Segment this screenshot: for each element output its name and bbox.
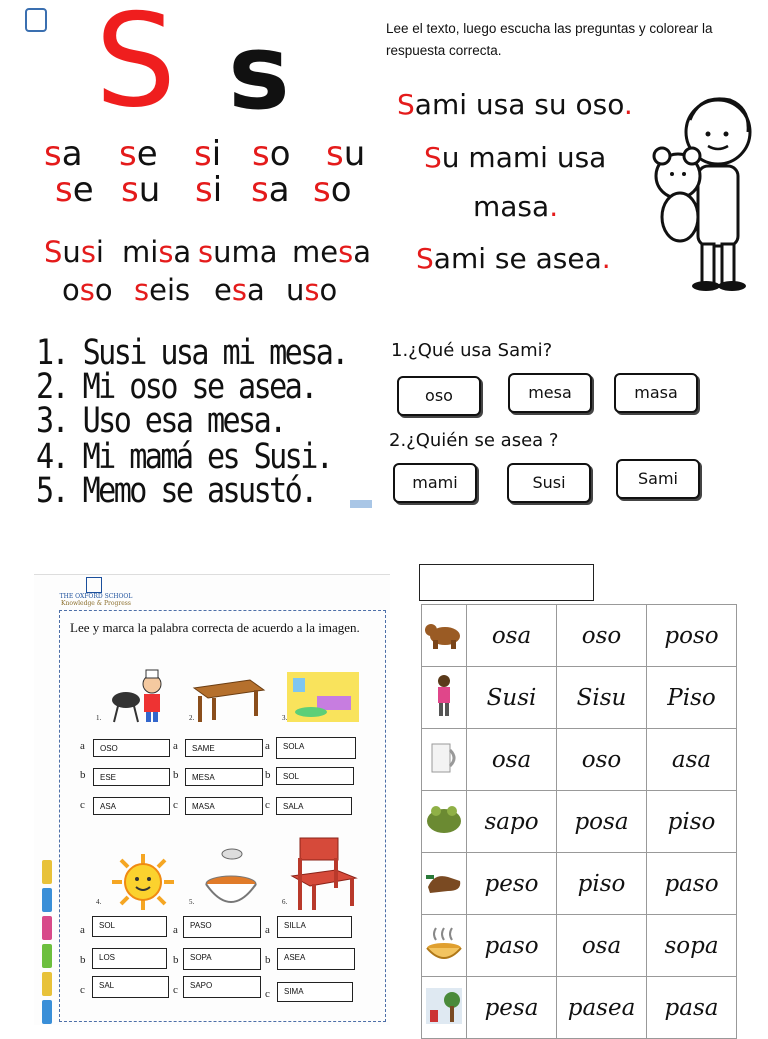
worksheet-instruction: Lee y marca la palabra correcta de acuerdo a la imagen.	[70, 620, 360, 635]
pencil-icon	[42, 888, 52, 912]
word-choice[interactable]: sapo	[467, 791, 557, 853]
answer-field[interactable]: SOPA	[183, 948, 261, 970]
syllable: su	[326, 134, 366, 174]
option-letter: b	[173, 954, 179, 966]
option-letter: a	[265, 924, 270, 936]
sentence-3: 3. Uso esa mesa.	[36, 401, 285, 441]
answer-option-masa[interactable]: masa	[614, 373, 698, 413]
option-letter: c	[80, 799, 85, 811]
word: uso	[286, 273, 338, 307]
answer-field[interactable]: PASO	[183, 916, 261, 938]
word-choice[interactable]: Susi	[467, 667, 557, 729]
table-row	[422, 667, 737, 729]
word-choice[interactable]: osa	[467, 605, 557, 667]
answer-field[interactable]: SILLA	[277, 916, 352, 938]
word: oso	[62, 273, 113, 307]
story-line-3: masa.	[473, 190, 559, 223]
picture-cell	[422, 977, 467, 1039]
word-choice[interactable]: pasea	[557, 977, 647, 1039]
answer-field[interactable]: SOL	[276, 767, 354, 785]
answer-field[interactable]: MASA	[185, 797, 263, 815]
word-row-2	[62, 274, 372, 306]
option-letter: a	[173, 740, 178, 752]
answer-option-mesa[interactable]: mesa	[508, 373, 592, 413]
word-choice[interactable]: Piso	[647, 667, 737, 729]
syllable: se	[119, 134, 158, 174]
big-lowercase-letter: s	[228, 11, 290, 133]
answer-option-sami[interactable]: Sami	[616, 459, 700, 499]
syllable: so	[313, 170, 352, 210]
picture-cell	[422, 915, 467, 977]
frog-icon	[424, 803, 464, 837]
story-line-2: Su mami usa	[424, 141, 607, 174]
answer-field[interactable]: LOS	[92, 948, 167, 969]
story-line-1: Sami usa su oso.	[397, 88, 633, 121]
table-row	[422, 977, 737, 1039]
item-number: 6.	[282, 898, 288, 906]
word-choice[interactable]: osa	[467, 729, 557, 791]
syllable: si	[195, 170, 223, 210]
word-choice[interactable]: pesa	[467, 977, 557, 1039]
school-motto: Knowledge & Progress	[61, 600, 131, 607]
syllable-row-1	[44, 136, 374, 172]
syllable: sa	[44, 134, 83, 174]
sentence-5: 5. Memo se asustó.	[36, 471, 316, 511]
pencil-icon	[42, 944, 52, 968]
answer-field[interactable]: SALA	[276, 797, 352, 815]
pencil-icon	[42, 1000, 52, 1024]
picture-cell	[422, 853, 467, 915]
syllable: so	[252, 134, 291, 174]
option-letter: b	[265, 769, 271, 781]
word-choice[interactable]: oso	[557, 605, 647, 667]
sentence-1: 1. Susi usa mi mesa.	[36, 333, 347, 373]
answer-field[interactable]: MESA	[185, 768, 263, 786]
chair-icon	[286, 836, 358, 912]
sentence-4: 4. Mi mamá es Susi.	[36, 437, 332, 477]
table-row	[422, 853, 737, 915]
school-name: THE OXFORD SCHOOL	[59, 593, 133, 600]
word-choice[interactable]: peso	[467, 853, 557, 915]
park-icon	[424, 986, 464, 1026]
answer-option-susi[interactable]: Susi	[507, 463, 591, 503]
living-room-icon	[287, 672, 359, 722]
pencil-icon	[42, 972, 52, 996]
mug-icon	[428, 740, 460, 776]
pencil-icon	[42, 860, 52, 884]
word-choice[interactable]: pasa	[647, 977, 737, 1039]
word-choice[interactable]: posa	[557, 791, 647, 853]
picture-cell	[422, 729, 467, 791]
option-letter: b	[173, 769, 179, 781]
girl-icon	[432, 674, 456, 718]
word-choice[interactable]: poso	[647, 605, 737, 667]
syllable-row-2	[55, 172, 375, 208]
foot-icon	[424, 867, 464, 897]
word-choice[interactable]: asa	[647, 729, 737, 791]
word: misa	[122, 235, 192, 269]
option-letter: c	[173, 984, 178, 996]
answer-field[interactable]: ASA	[93, 797, 170, 815]
word-choice[interactable]: sopa	[647, 915, 737, 977]
table-row	[422, 729, 737, 791]
name-input-box[interactable]	[419, 564, 594, 601]
syllable: si	[194, 134, 222, 174]
answer-field[interactable]: OSO	[93, 739, 170, 757]
word: esa	[214, 273, 265, 307]
word-row-1	[44, 236, 374, 268]
reading-instruction: Lee el texto, luego escucha las preguntas y colorear la respuesta correcta.	[386, 21, 713, 58]
sun-icon	[110, 852, 176, 912]
word-choice[interactable]: Sisu	[557, 667, 647, 729]
table-row	[422, 791, 737, 853]
word-choice[interactable]: osa	[557, 915, 647, 977]
option-letter: c	[265, 799, 270, 811]
picture-cell	[422, 605, 467, 667]
item-number: 1.	[96, 714, 102, 722]
boy-with-teddy-icon	[640, 92, 758, 292]
table-icon	[190, 676, 266, 724]
bear-icon	[425, 618, 463, 650]
syllables-panel	[0, 0, 378, 520]
option-letter: a	[80, 924, 85, 936]
answer-field[interactable]: SOLA	[276, 737, 356, 759]
question-2: 2.¿Quién se asea ?	[389, 430, 559, 451]
answer-field[interactable]: SAPO	[183, 976, 261, 998]
option-letter: a	[173, 924, 178, 936]
table-row	[422, 915, 737, 977]
answer-field[interactable]: SAME	[185, 739, 263, 757]
answer-option-mami[interactable]: mami	[393, 463, 477, 503]
answer-field[interactable]: ASEA	[277, 948, 355, 970]
answer-option-oso[interactable]: oso	[397, 376, 481, 416]
item-number: 2.	[189, 714, 195, 722]
pencil-icon	[42, 916, 52, 940]
option-letter: c	[80, 984, 85, 996]
answer-field[interactable]: SOL	[92, 916, 167, 937]
answer-field[interactable]: SIMA	[277, 982, 353, 1002]
word-choice[interactable]: paso	[647, 853, 737, 915]
word-choice[interactable]: paso	[467, 915, 557, 977]
option-letter: b	[80, 954, 86, 966]
story-line-4: Sami se asea.	[416, 242, 611, 275]
option-letter: c	[265, 988, 270, 1000]
sentence-2: 2. Mi oso se asea.	[36, 367, 316, 407]
item-number: 4.	[96, 898, 102, 906]
answer-field[interactable]: SAL	[92, 976, 169, 998]
cursive-word-table	[421, 604, 737, 1039]
question-1: 1.¿Qué usa Sami?	[391, 340, 553, 361]
option-letter: a	[80, 740, 85, 752]
word-choice[interactable]: oso	[557, 729, 647, 791]
big-uppercase-letter: S	[95, 0, 177, 136]
option-letter: b	[80, 769, 86, 781]
word-choice[interactable]: piso	[557, 853, 647, 915]
word: suma	[198, 235, 278, 269]
picture-cell	[422, 667, 467, 729]
syllable: su	[121, 170, 161, 210]
school-crest-icon	[86, 577, 102, 593]
publisher-logo-icon	[25, 8, 47, 32]
word: mesa	[292, 235, 371, 269]
answer-field[interactable]: ESE	[93, 768, 170, 786]
option-letter: c	[173, 799, 178, 811]
table-row	[422, 605, 737, 667]
item-number: 5.	[189, 898, 195, 906]
word-choice[interactable]: piso	[647, 791, 737, 853]
picture-cell	[422, 791, 467, 853]
soup-bowl-icon	[424, 924, 464, 964]
word: Susi	[44, 235, 104, 269]
corner-mark-icon	[350, 500, 372, 508]
item-number: 3.	[282, 714, 288, 722]
option-letter: a	[265, 740, 270, 752]
option-letter: b	[265, 954, 271, 966]
syllable: sa	[251, 170, 290, 210]
syllable: se	[55, 170, 94, 210]
grill-cook-icon	[108, 666, 170, 724]
soup-bowl-icon	[202, 842, 260, 912]
word: seis	[134, 273, 191, 307]
